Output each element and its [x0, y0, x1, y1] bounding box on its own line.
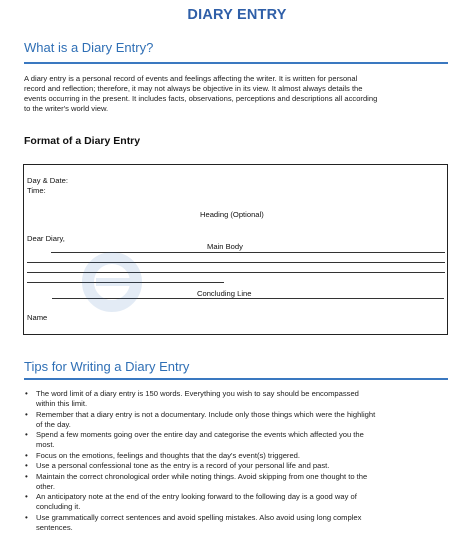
tip-item	[24, 451, 444, 461]
tip-line: Use a personal confessional tone as the entry is a record of your personal life and past.	[36, 461, 330, 470]
what-is-heading: What is a Diary Entry?	[24, 40, 154, 55]
tip-line: concluding it.	[36, 502, 81, 511]
body-line	[27, 282, 224, 283]
section-divider	[24, 62, 448, 64]
tip-line: of the day.	[36, 419, 71, 429]
concluding-line	[52, 298, 444, 299]
body-line	[27, 262, 445, 263]
tip-item	[24, 461, 444, 471]
tips-list	[24, 389, 444, 533]
tip-line: sentences.	[36, 522, 73, 532]
main-body-label: Main Body	[207, 242, 243, 251]
tip-item	[24, 389, 444, 409]
section-divider	[24, 378, 448, 380]
tip-item	[24, 410, 444, 430]
tip-item	[24, 492, 444, 512]
day-date-label: Day & Date:	[27, 176, 68, 185]
bullet-icon: •	[25, 389, 28, 398]
bullet-icon: •	[25, 471, 28, 481]
bullet-icon: •	[25, 450, 28, 460]
tip-line: Spend a few moments going over the entire day and categorise the events which affected you the	[36, 430, 364, 439]
paragraph-line: to the writer's world view.	[24, 104, 109, 113]
heading-optional-label: Heading (Optional)	[200, 210, 264, 219]
bullet-icon: •	[25, 512, 28, 522]
format-heading: Format of a Diary Entry	[24, 135, 141, 147]
tip-line: Maintain the correct chronological order while noting things. Avoid skipping from one thought to the	[36, 471, 368, 481]
tip-item	[24, 430, 444, 450]
tips-heading: Tips for Writing a Diary Entry	[24, 359, 190, 374]
paragraph-line: A diary entry is a personal record of events and feelings affecting the writer. It is written for personal	[24, 74, 358, 83]
bullet-icon: •	[25, 461, 28, 470]
body-line	[51, 252, 445, 253]
tip-item	[24, 513, 444, 533]
time-label: Time:	[27, 186, 46, 195]
bullet-icon: •	[25, 492, 28, 501]
tip-line: Use grammatically correct sentences and avoid spelling mistakes. Also avoid using long complex	[36, 512, 362, 522]
tip-line: Remember that a diary entry is not a documentary. Include only those things which were the highlight	[36, 409, 376, 419]
tip-item	[24, 472, 444, 492]
name-label: Name	[27, 313, 48, 322]
body-line	[27, 272, 445, 273]
tip-line: The word limit of a diary entry is 150 words. Everything you wish to say should be encompassed	[36, 389, 359, 398]
paragraph-line: record and reflection; therefore, it may not always be objective in its view. It almost always details the	[24, 84, 363, 93]
dear-diary-label: Dear Diary,	[27, 234, 65, 243]
tip-line: Focus on the emotions, feelings and thoughts that the day's event(s) triggered.	[36, 450, 301, 460]
tip-line: other.	[36, 481, 55, 491]
tip-line: within this limit.	[36, 399, 88, 408]
concluding-line-label: Concluding Line	[197, 289, 252, 298]
paragraph-line: events occurring in the present. It includes facts, observations, perceptions and descriptions all according	[24, 94, 378, 103]
format-template-box	[23, 164, 448, 335]
document-title: DIARY ENTRY	[187, 7, 287, 23]
what-is-paragraph	[24, 74, 448, 114]
tip-line: most.	[36, 440, 55, 449]
bullet-icon: •	[25, 409, 28, 419]
bullet-icon: •	[25, 430, 28, 439]
tip-line: An anticipatory note at the end of the entry looking forward to the following day is a good way of	[36, 492, 357, 501]
